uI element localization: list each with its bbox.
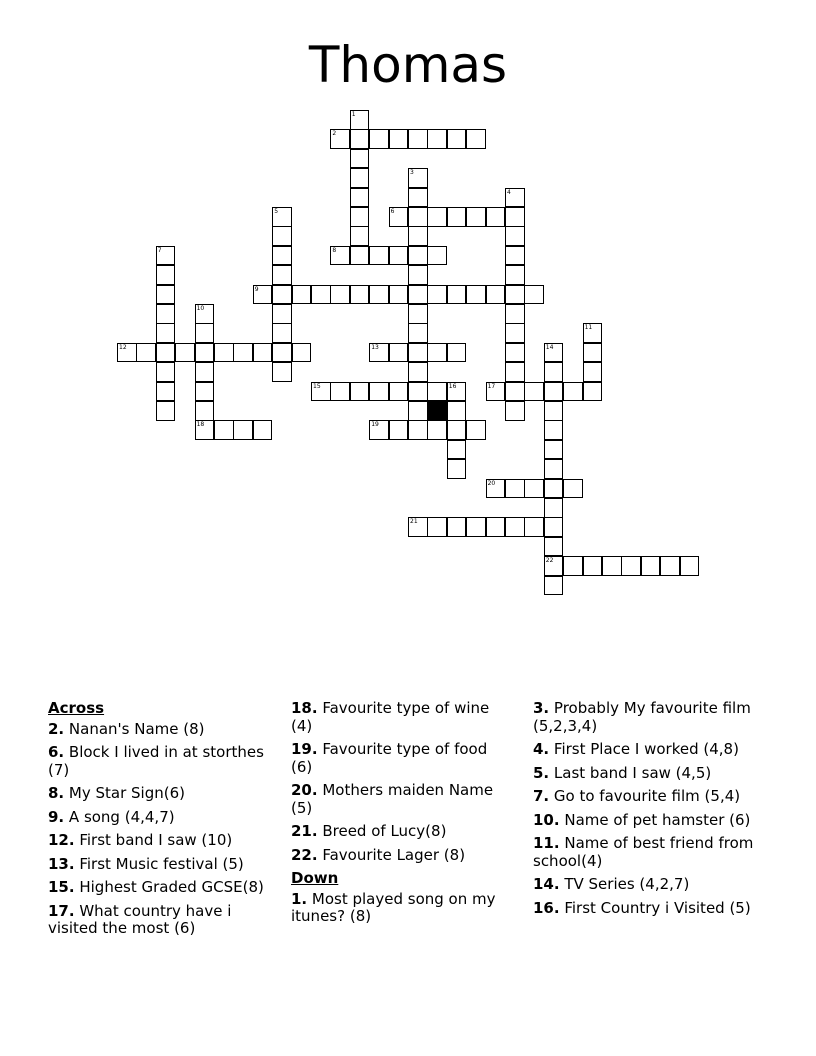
grid-cell[interactable] xyxy=(350,168,370,188)
clue-number: 6. xyxy=(48,743,65,761)
clue-text: Most played song on my itunes? (8) xyxy=(291,889,496,925)
clue-text: Favourite Lager (8) xyxy=(317,845,466,864)
grid-cell[interactable] xyxy=(447,285,467,305)
grid-cell[interactable] xyxy=(563,382,583,402)
grid-cell[interactable] xyxy=(408,129,428,149)
grid-cell[interactable] xyxy=(272,207,292,227)
clue-number: 13. xyxy=(48,854,75,873)
clue-number: 10. xyxy=(533,810,560,829)
grid-cell[interactable] xyxy=(408,343,428,363)
grid-cell[interactable] xyxy=(408,207,428,227)
grid-cell[interactable] xyxy=(621,556,641,576)
grid-cell[interactable] xyxy=(369,420,389,440)
grid-cell[interactable] xyxy=(427,517,447,537)
grid-cell[interactable] xyxy=(330,246,350,266)
grid-cell[interactable] xyxy=(524,517,544,537)
grid-cell[interactable] xyxy=(156,382,176,402)
clue-text: First Place I worked (4,8) xyxy=(549,740,739,758)
clue-number: 14. xyxy=(533,875,560,893)
clue-number-label: 14 xyxy=(545,343,554,351)
grid-cell[interactable] xyxy=(369,246,389,266)
down-clue xyxy=(291,891,513,926)
clue-number: 20. xyxy=(291,781,318,799)
grid-cell[interactable] xyxy=(311,382,331,402)
grid-cell[interactable] xyxy=(311,285,331,305)
grid-cell[interactable] xyxy=(466,517,486,537)
grid-cell[interactable] xyxy=(544,479,564,499)
grid-cell[interactable] xyxy=(369,382,389,402)
grid-cell[interactable] xyxy=(253,420,273,440)
grid-cell[interactable] xyxy=(447,207,467,227)
down-clue xyxy=(533,835,768,870)
grid-cell[interactable] xyxy=(544,556,564,576)
grid-cell[interactable] xyxy=(505,304,525,324)
grid-cell[interactable] xyxy=(156,401,176,421)
clue-number-label: 10 xyxy=(196,305,205,312)
grid-cell[interactable] xyxy=(505,362,525,382)
grid-cell[interactable] xyxy=(350,285,370,305)
grid-cell[interactable] xyxy=(427,343,447,363)
grid-cell[interactable] xyxy=(292,343,312,363)
clue-text: Last band I saw (4,5) xyxy=(549,763,712,782)
grid-cell[interactable] xyxy=(583,343,603,363)
grid-cell[interactable] xyxy=(447,420,467,440)
grid-cell[interactable] xyxy=(195,304,215,324)
down-clue xyxy=(533,788,768,806)
clue-number: 12. xyxy=(48,831,75,849)
down-clue xyxy=(533,876,768,894)
clue-number-label: 22 xyxy=(545,557,554,565)
grid-cell[interactable] xyxy=(136,343,156,363)
grid-cell[interactable] xyxy=(350,207,370,227)
clue-number-label: 13 xyxy=(371,343,379,351)
grid-cell[interactable] xyxy=(389,246,409,266)
grid-cell[interactable] xyxy=(524,285,544,305)
grid-cell[interactable] xyxy=(408,362,428,382)
grid-cell[interactable] xyxy=(117,343,137,363)
grid-cell[interactable] xyxy=(583,323,603,343)
grid-cell[interactable] xyxy=(389,285,409,305)
grid-cell[interactable] xyxy=(427,246,447,266)
grid-cell[interactable] xyxy=(195,323,215,343)
grid-cell[interactable] xyxy=(156,285,176,305)
across-clue xyxy=(291,782,513,817)
grid-cell[interactable] xyxy=(195,343,215,363)
grid-cell[interactable] xyxy=(427,285,447,305)
grid-cell[interactable] xyxy=(408,188,428,208)
clue-text: Name of best friend from school(4) xyxy=(533,834,754,870)
grid-cell[interactable] xyxy=(272,323,292,343)
clue-text: Block I lived in at storthes (7) xyxy=(48,743,264,779)
clue-number: 2. xyxy=(48,719,65,738)
grid-cell[interactable] xyxy=(156,343,176,363)
clue-number-label: 18 xyxy=(196,421,205,429)
grid-cell[interactable] xyxy=(369,285,389,305)
grid-cell[interactable] xyxy=(544,498,564,518)
grid-cell[interactable] xyxy=(350,110,370,130)
grid-cell[interactable] xyxy=(214,343,234,363)
grid-cell[interactable] xyxy=(156,246,176,266)
clue-number-label: 17 xyxy=(487,382,496,390)
clue-number: 21. xyxy=(291,822,318,840)
grid-cell[interactable] xyxy=(505,401,525,421)
grid-cell[interactable] xyxy=(505,479,525,499)
clue-text: What country have i visited the most (6) xyxy=(48,901,232,937)
grid-cell[interactable] xyxy=(563,556,583,576)
grid-cell[interactable] xyxy=(427,382,447,402)
grid-cell[interactable] xyxy=(505,323,525,343)
clue-number: 22. xyxy=(291,845,318,864)
grid-cell[interactable] xyxy=(524,382,544,402)
across-clue xyxy=(48,832,273,850)
grid-cell[interactable] xyxy=(389,207,409,227)
clue-number-label: 8 xyxy=(332,246,337,254)
clue-number-label: 16 xyxy=(448,382,457,390)
grid-cell[interactable] xyxy=(466,129,486,149)
grid-cell[interactable] xyxy=(408,382,428,402)
clue-text: First Country i Visited (5) xyxy=(559,898,751,917)
grid-cell[interactable] xyxy=(214,420,234,440)
grid-cell[interactable] xyxy=(369,343,389,363)
clue-number-label: 19 xyxy=(371,421,379,429)
grid-cell[interactable] xyxy=(563,479,583,499)
grid-cell[interactable] xyxy=(486,382,506,402)
clue-number: 1. xyxy=(291,889,308,908)
grid-cell[interactable] xyxy=(544,459,564,479)
clue-column-3 xyxy=(533,700,768,923)
clue-text: TV Series (4,2,7) xyxy=(559,875,690,893)
clue-number: 16. xyxy=(533,898,560,917)
clue-text: Highest Graded GCSE(8) xyxy=(74,878,264,896)
grid-cell[interactable] xyxy=(544,401,564,421)
grid-cell[interactable] xyxy=(350,149,370,169)
clue-number-label: 15 xyxy=(313,382,321,390)
grid-cell[interactable] xyxy=(486,479,506,499)
grid-cell[interactable] xyxy=(389,420,409,440)
grid-cell[interactable] xyxy=(544,537,564,557)
clue-number-label: 7 xyxy=(157,246,162,254)
grid-cell[interactable] xyxy=(427,207,447,227)
grid-cell[interactable] xyxy=(544,420,564,440)
grid-cell[interactable] xyxy=(253,343,273,363)
down-clue xyxy=(533,812,768,830)
grid-cell[interactable] xyxy=(447,401,467,421)
grid-cell[interactable] xyxy=(427,420,447,440)
down-clue xyxy=(533,700,768,735)
grid-cell[interactable] xyxy=(408,285,428,305)
grid-cell[interactable] xyxy=(544,382,564,402)
clue-text: First band I saw (10) xyxy=(74,831,233,849)
grid-cell[interactable] xyxy=(505,246,525,266)
grid-cell[interactable] xyxy=(524,479,544,499)
clue-number: 9. xyxy=(48,807,65,826)
grid-cell[interactable] xyxy=(486,207,506,227)
clue-column-2 xyxy=(291,700,513,932)
grid-cell[interactable] xyxy=(330,129,350,149)
grid-cell[interactable] xyxy=(233,420,253,440)
grid-cell[interactable] xyxy=(602,556,622,576)
across-clue xyxy=(48,809,273,827)
grid-cell[interactable] xyxy=(408,517,428,537)
grid-cell[interactable] xyxy=(156,304,176,324)
grid-cell[interactable] xyxy=(583,382,603,402)
clue-number: 4. xyxy=(533,740,550,758)
across-heading: Across xyxy=(48,699,105,717)
clue-number: 17. xyxy=(48,901,75,920)
grid-cell[interactable] xyxy=(272,362,292,382)
clue-text: First Music festival (5) xyxy=(74,854,244,873)
grid-cell[interactable] xyxy=(195,382,215,402)
grid-cell[interactable] xyxy=(195,401,215,421)
across-clue xyxy=(48,879,273,897)
grid-cell[interactable] xyxy=(505,382,525,402)
grid-cell[interactable] xyxy=(272,343,292,363)
grid-cell[interactable] xyxy=(272,304,292,324)
across-clue xyxy=(48,903,273,938)
grid-cell[interactable] xyxy=(408,420,428,440)
clue-number-label: 9 xyxy=(254,285,259,293)
grid-cell[interactable] xyxy=(408,168,428,188)
clue-number: 3. xyxy=(533,699,550,717)
grid-cell[interactable] xyxy=(350,246,370,266)
clue-number-label: 21 xyxy=(410,518,418,526)
grid-cell[interactable] xyxy=(253,285,273,305)
grid-cell[interactable] xyxy=(447,517,467,537)
clue-number-label: 20 xyxy=(487,479,496,487)
grid-cell[interactable] xyxy=(389,382,409,402)
grid-cell[interactable] xyxy=(175,343,195,363)
grid-cell[interactable] xyxy=(389,129,409,149)
clue-text: Name of pet hamster (6) xyxy=(559,810,751,829)
clue-number: 15. xyxy=(48,878,75,896)
clue-number: 8. xyxy=(48,784,65,802)
grid-cell[interactable] xyxy=(544,362,564,382)
grid-cell[interactable] xyxy=(272,246,292,266)
clue-text: My Star Sign(6) xyxy=(64,784,185,802)
grid-cell[interactable] xyxy=(505,188,525,208)
clue-number: 5. xyxy=(533,763,550,782)
grid-cell[interactable] xyxy=(544,343,564,363)
grid-cell[interactable] xyxy=(350,188,370,208)
grid-cell[interactable] xyxy=(544,517,564,537)
grid-cell[interactable] xyxy=(330,382,350,402)
grid-cell[interactable] xyxy=(292,285,312,305)
clue-number-label: 1 xyxy=(351,111,356,118)
down-clue xyxy=(533,900,768,918)
clue-text: Favourite type of wine (4) xyxy=(291,699,490,735)
grid-cell[interactable] xyxy=(156,362,176,382)
clue-number-label: 12 xyxy=(119,343,127,351)
clue-number: 19. xyxy=(291,740,318,758)
grid-cell[interactable] xyxy=(505,226,525,246)
across-clue xyxy=(291,741,513,776)
grid-cell[interactable] xyxy=(447,343,467,363)
clue-column-1 xyxy=(48,700,273,944)
grid-cell[interactable] xyxy=(466,207,486,227)
clue-text: Probably My favourite film (5,2,3,4) xyxy=(533,699,751,735)
clue-text: Breed of Lucy(8) xyxy=(317,822,447,840)
across-clue xyxy=(48,721,273,739)
grid-cell[interactable] xyxy=(408,401,428,421)
grid-cell[interactable] xyxy=(447,129,467,149)
grid-cell[interactable] xyxy=(272,265,292,285)
across-clue xyxy=(48,744,273,779)
grid-cell[interactable] xyxy=(641,556,661,576)
grid-cell[interactable] xyxy=(447,459,467,479)
grid-cell[interactable] xyxy=(156,265,176,285)
clue-number-label: 11 xyxy=(584,324,593,332)
clue-number: 18. xyxy=(291,699,318,717)
down-clue xyxy=(533,765,768,783)
grid-cell[interactable] xyxy=(408,323,428,343)
grid-cell[interactable] xyxy=(466,420,486,440)
grid-cell[interactable] xyxy=(350,382,370,402)
clue-text: Nanan's Name (8) xyxy=(64,719,205,738)
grid-cell[interactable] xyxy=(680,556,700,576)
grid-cell[interactable] xyxy=(408,226,428,246)
clue-text: Go to favourite film (5,4) xyxy=(549,787,741,805)
grid-cell[interactable] xyxy=(544,440,564,460)
grid-cell[interactable] xyxy=(544,576,564,596)
across-clue xyxy=(291,847,513,865)
grid-cell[interactable] xyxy=(505,517,525,537)
across-clue xyxy=(291,700,513,735)
grid-cell[interactable] xyxy=(408,304,428,324)
across-clue xyxy=(48,856,273,874)
black-square xyxy=(427,401,447,421)
clue-number-label: 3 xyxy=(410,169,414,177)
across-clue xyxy=(48,785,273,803)
clue-number-label: 2 xyxy=(332,130,337,138)
puzzle-title: Thomas xyxy=(308,36,508,94)
grid-cell[interactable] xyxy=(350,129,370,149)
down-heading: Down xyxy=(291,869,339,887)
grid-cell[interactable] xyxy=(583,362,603,382)
down-clue xyxy=(533,741,768,759)
clue-number-label: 4 xyxy=(507,188,511,196)
grid-cell[interactable] xyxy=(369,129,389,149)
grid-cell[interactable] xyxy=(505,265,525,285)
grid-cell[interactable] xyxy=(350,226,370,246)
grid-cell[interactable] xyxy=(389,343,409,363)
clue-number-label: 6 xyxy=(390,208,395,215)
grid-cell[interactable] xyxy=(195,420,215,440)
grid-cell[interactable] xyxy=(583,556,603,576)
grid-cell[interactable] xyxy=(505,343,525,363)
clue-text: Favourite type of food (6) xyxy=(291,740,488,776)
clue-text: A song (4,4,7) xyxy=(64,807,175,826)
clue-number: 7. xyxy=(533,787,550,805)
grid-cell[interactable] xyxy=(408,265,428,285)
grid-cell[interactable] xyxy=(466,285,486,305)
grid-cell[interactable] xyxy=(660,556,680,576)
grid-cell[interactable] xyxy=(195,362,215,382)
grid-cell[interactable] xyxy=(272,226,292,246)
grid-cell[interactable] xyxy=(156,323,176,343)
across-clue xyxy=(291,823,513,841)
grid-cell[interactable] xyxy=(505,207,525,227)
grid-cell[interactable] xyxy=(408,246,428,266)
grid-cell[interactable] xyxy=(505,285,525,305)
grid-cell[interactable] xyxy=(486,285,506,305)
grid-cell[interactable] xyxy=(447,440,467,460)
clue-number: 11. xyxy=(533,834,560,852)
grid-cell[interactable] xyxy=(447,382,467,402)
clue-number-label: 5 xyxy=(274,208,279,215)
grid-cell[interactable] xyxy=(272,285,292,305)
grid-cell[interactable] xyxy=(233,343,253,363)
grid-cell[interactable] xyxy=(330,285,350,305)
grid-cell[interactable] xyxy=(486,517,506,537)
clue-text: Mothers maiden Name (5) xyxy=(291,781,494,817)
grid-cell[interactable] xyxy=(427,129,447,149)
